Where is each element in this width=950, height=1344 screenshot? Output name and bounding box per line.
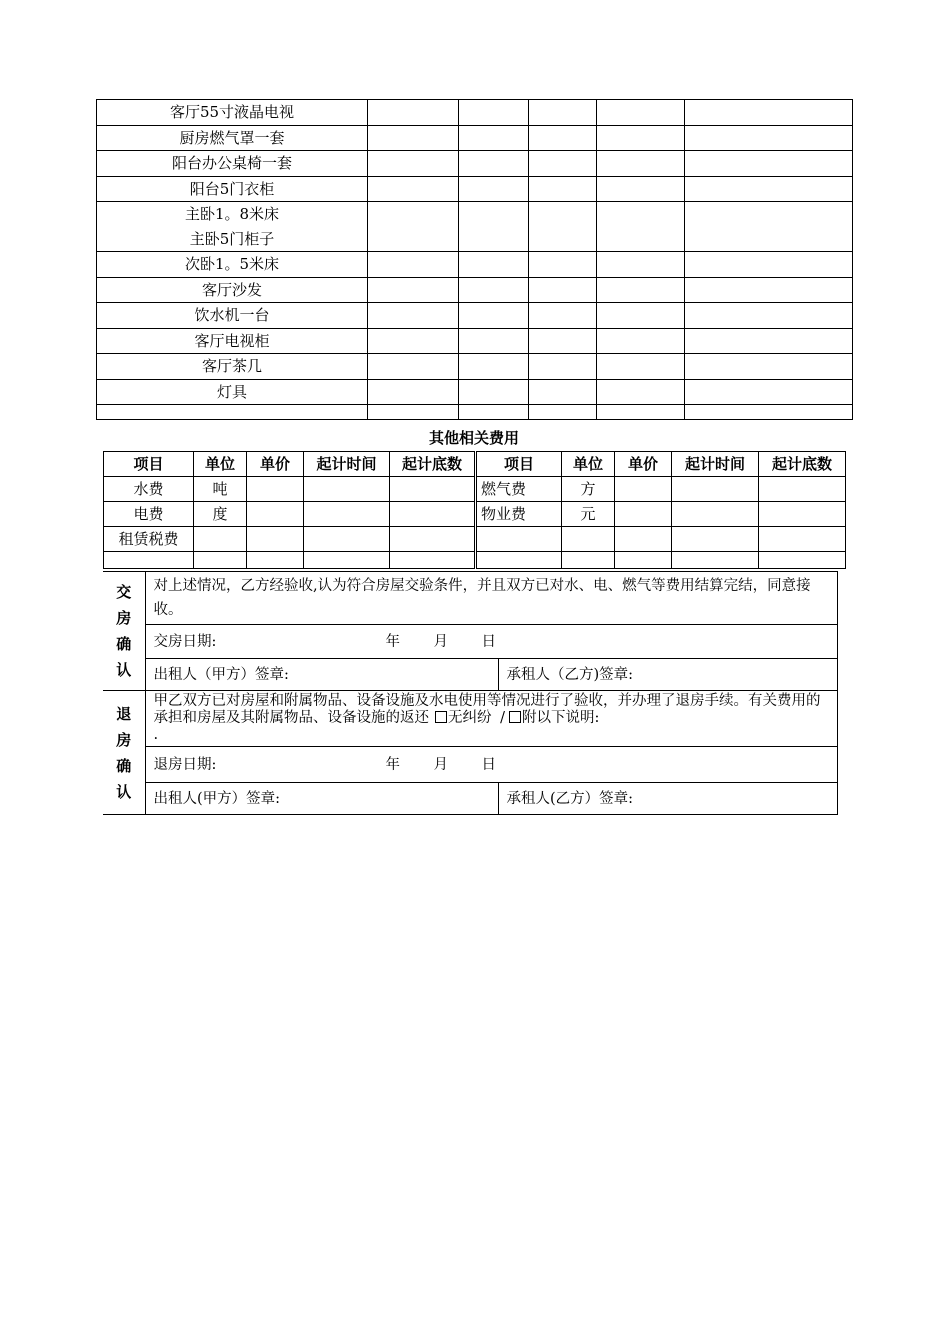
item-cell[interactable] <box>368 100 459 126</box>
checkout-date-row <box>103 747 837 783</box>
item-cell[interactable] <box>529 405 597 420</box>
fee-unit <box>562 527 615 552</box>
handover-label-char: 交 <box>116 583 132 601</box>
fee-cell[interactable] <box>759 477 846 502</box>
item-cell[interactable] <box>597 151 685 177</box>
item-cell[interactable] <box>368 277 459 303</box>
item-cell[interactable] <box>597 100 685 126</box>
fee-unit: 吨 <box>194 477 247 502</box>
confirmation-table <box>103 571 838 815</box>
header-price: 单价 <box>247 452 304 477</box>
header-item: 项目 <box>104 452 194 477</box>
item-cell[interactable] <box>529 202 597 252</box>
fee-cell[interactable] <box>304 552 390 569</box>
fee-item: 物业费 <box>476 502 562 527</box>
item-cell[interactable] <box>597 176 685 202</box>
no-dispute-checkbox[interactable] <box>435 711 447 723</box>
item-cell[interactable] <box>459 354 529 380</box>
item-name: 次卧1。5米床 <box>97 252 368 278</box>
day-label: 日 <box>481 756 496 773</box>
checkout-landlord-sign[interactable]: 出租人(甲方）签章: <box>145 783 498 815</box>
handover-label <box>103 572 145 691</box>
fee-cell[interactable] <box>247 477 304 502</box>
fee-unit: 方 <box>562 477 615 502</box>
item-cell[interactable] <box>459 125 529 151</box>
item-cell[interactable] <box>597 354 685 380</box>
item-cell[interactable] <box>368 202 459 252</box>
item-cell[interactable] <box>368 125 459 151</box>
handover-sign-row <box>103 659 837 691</box>
checkout-sign-row <box>103 783 837 815</box>
fee-item: 电费 <box>104 502 194 527</box>
checkout-label-char: 房 <box>116 730 132 749</box>
item-cell[interactable] <box>368 405 459 420</box>
item-row <box>97 303 853 329</box>
item-cell[interactable] <box>597 202 685 252</box>
item-cell[interactable] <box>529 151 597 177</box>
handover-landlord-sign[interactable]: 出租人（甲方）签章: <box>145 659 498 691</box>
header-unit: 单位 <box>194 452 247 477</box>
item-row <box>97 252 853 278</box>
fee-item: 燃气费 <box>476 477 562 502</box>
fee-cell[interactable] <box>104 552 194 569</box>
item-cell[interactable] <box>597 328 685 354</box>
fee-cell[interactable] <box>194 552 247 569</box>
fees-row-blank <box>104 552 846 569</box>
item-cell[interactable] <box>459 176 529 202</box>
item-cell[interactable] <box>529 354 597 380</box>
handover-label-char: 认 <box>116 661 132 679</box>
item-row <box>97 277 853 303</box>
fee-cell[interactable] <box>390 527 476 552</box>
item-name: 阳台5门衣柜 <box>97 176 368 202</box>
fee-cell[interactable] <box>304 527 390 552</box>
item-cell[interactable] <box>685 277 853 303</box>
item-cell[interactable] <box>685 252 853 278</box>
fee-unit: 度 <box>194 502 247 527</box>
checkout-label <box>103 691 145 815</box>
item-cell[interactable] <box>685 202 853 252</box>
furniture-table <box>96 99 853 420</box>
fees-row-water <box>104 477 846 502</box>
handover-label-char: 房 <box>116 609 132 627</box>
fee-unit <box>194 527 247 552</box>
fee-item: 水费 <box>104 477 194 502</box>
fee-cell[interactable] <box>759 552 846 569</box>
notes-line[interactable]: . <box>153 727 159 743</box>
handover-label-char: 确 <box>116 635 132 653</box>
item-cell[interactable] <box>459 202 529 252</box>
header-start-time: 起计时间 <box>304 452 390 477</box>
item-name: 客厅茶几 <box>97 354 368 380</box>
item-cell[interactable] <box>685 328 853 354</box>
item-row-blank <box>97 405 853 420</box>
item-cell[interactable] <box>685 379 853 405</box>
item-name: 主卧5门柜子 <box>97 227 368 252</box>
item-name: 阳台办公桌椅一套 <box>97 151 368 177</box>
fees-header-row <box>104 452 846 477</box>
item-cell[interactable] <box>597 252 685 278</box>
item-cell[interactable] <box>459 252 529 278</box>
item-cell[interactable] <box>459 151 529 177</box>
item-cell[interactable] <box>597 379 685 405</box>
fee-cell[interactable] <box>247 502 304 527</box>
fee-cell[interactable] <box>672 502 759 527</box>
header-start-reading-2: 起计底数 <box>759 452 846 477</box>
no-dispute-label: 无纠纷 <box>448 710 492 726</box>
fee-cell[interactable] <box>304 502 390 527</box>
fee-cell[interactable] <box>247 552 304 569</box>
item-cell[interactable] <box>597 125 685 151</box>
fee-cell[interactable] <box>390 502 476 527</box>
fee-cell[interactable] <box>672 552 759 569</box>
header-item-2: 项目 <box>476 452 562 477</box>
fees-row-tax <box>104 527 846 552</box>
checkout-statement-row <box>103 691 837 747</box>
option-separator: / <box>500 710 505 726</box>
fee-cell[interactable] <box>615 502 672 527</box>
item-name: 灯具 <box>97 379 368 405</box>
item-cell[interactable] <box>685 303 853 329</box>
year-label: 年 <box>385 633 400 650</box>
header-start-time-2: 起计时间 <box>672 452 759 477</box>
year-label: 年 <box>385 756 400 773</box>
month-label: 月 <box>433 756 448 773</box>
fee-cell[interactable] <box>390 477 476 502</box>
handover-date-label: 交房日期: <box>153 633 217 650</box>
handover-statement: 对上述情况，乙方经验收,认为符合房屋交验条件，并且双方已对水、电、燃气等费用结算完结，同意接收。 <box>145 572 837 625</box>
fee-cell[interactable] <box>672 527 759 552</box>
checkout-label-char: 认 <box>116 782 132 801</box>
item-cell[interactable] <box>529 328 597 354</box>
item-cell[interactable] <box>368 151 459 177</box>
item-cell[interactable] <box>368 176 459 202</box>
item-cell[interactable] <box>597 277 685 303</box>
item-row <box>97 176 853 202</box>
item-cell[interactable] <box>685 354 853 380</box>
notes-checkbox[interactable] <box>509 711 521 723</box>
checkout-label-char: 确 <box>116 756 132 775</box>
item-cell[interactable] <box>459 277 529 303</box>
item-cell[interactable] <box>685 100 853 126</box>
item-cell[interactable] <box>529 277 597 303</box>
item-name: 主卧1。8米床 <box>97 202 368 227</box>
item-row <box>97 328 853 354</box>
fee-cell[interactable] <box>615 477 672 502</box>
fee-cell[interactable] <box>615 527 672 552</box>
header-start-reading: 起计底数 <box>390 452 476 477</box>
item-cell[interactable] <box>368 303 459 329</box>
item-name: 厨房燃气罩一套 <box>97 125 368 151</box>
item-cell[interactable] <box>459 379 529 405</box>
handover-tenant-sign[interactable]: 承租人（乙方)签章: <box>498 659 837 691</box>
fee-cell[interactable] <box>759 502 846 527</box>
fee-cell[interactable] <box>672 477 759 502</box>
fees-title: 其他相关费用 <box>428 429 519 447</box>
fees-row-electric <box>104 502 846 527</box>
item-cell[interactable] <box>529 303 597 329</box>
fee-item <box>476 527 562 552</box>
handover-date-row <box>103 625 837 659</box>
fee-cell[interactable] <box>615 552 672 569</box>
item-cell[interactable] <box>529 252 597 278</box>
header-price-2: 单价 <box>615 452 672 477</box>
fee-cell[interactable] <box>759 527 846 552</box>
month-label: 月 <box>433 633 448 650</box>
fee-unit: 元 <box>562 502 615 527</box>
notes-label: 附以下说明: <box>522 710 600 726</box>
item-cell[interactable] <box>459 328 529 354</box>
checkout-date-label: 退房日期: <box>153 756 217 773</box>
item-row <box>97 100 853 126</box>
item-row <box>97 379 853 405</box>
fee-cell[interactable] <box>247 527 304 552</box>
item-cell[interactable] <box>529 176 597 202</box>
item-cell[interactable] <box>368 354 459 380</box>
item-cell[interactable] <box>685 176 853 202</box>
item-cell[interactable] <box>368 328 459 354</box>
item-cell[interactable] <box>685 405 853 420</box>
item-cell[interactable] <box>597 303 685 329</box>
fee-cell[interactable] <box>562 552 615 569</box>
item-name: 饮水机一台 <box>97 303 368 329</box>
item-cell[interactable] <box>685 125 853 151</box>
fee-item: 租赁税费 <box>104 527 194 552</box>
day-label: 日 <box>481 633 496 650</box>
checkout-tenant-sign[interactable]: 承租人(乙方）签章: <box>498 783 837 815</box>
checkout-statement-text: 甲乙双方已对房屋和附属物品、设备设施及水电使用等情况进行了验收，并办理了退房手续。有关费用的承担和房屋及其附属物品、设备设施的返还 <box>153 693 821 726</box>
fees-table <box>103 451 846 569</box>
checkout-date-field[interactable] <box>145 747 837 783</box>
item-cell[interactable] <box>529 100 597 126</box>
item-cell[interactable] <box>685 151 853 177</box>
item-cell[interactable] <box>459 303 529 329</box>
item-row <box>97 202 853 227</box>
item-name: 客厅电视柜 <box>97 328 368 354</box>
handover-statement-row <box>103 572 837 625</box>
item-cell[interactable] <box>529 125 597 151</box>
item-cell[interactable] <box>368 379 459 405</box>
header-unit-2: 单位 <box>562 452 615 477</box>
item-cell[interactable] <box>97 405 368 420</box>
fee-cell[interactable] <box>390 552 476 569</box>
item-cell[interactable] <box>459 100 529 126</box>
item-cell[interactable] <box>459 405 529 420</box>
item-name: 客厅沙发 <box>97 277 368 303</box>
handover-date-field[interactable] <box>145 625 837 659</box>
item-row <box>97 354 853 380</box>
item-row <box>97 125 853 151</box>
item-row <box>97 151 853 177</box>
checkout-statement <box>145 691 837 747</box>
fee-cell[interactable] <box>304 477 390 502</box>
item-name: 客厅55寸液晶电视 <box>97 100 368 126</box>
checkout-label-char: 退 <box>116 704 132 723</box>
fee-cell[interactable] <box>476 552 562 569</box>
item-cell[interactable] <box>529 379 597 405</box>
item-cell[interactable] <box>368 252 459 278</box>
item-cell[interactable] <box>597 405 685 420</box>
